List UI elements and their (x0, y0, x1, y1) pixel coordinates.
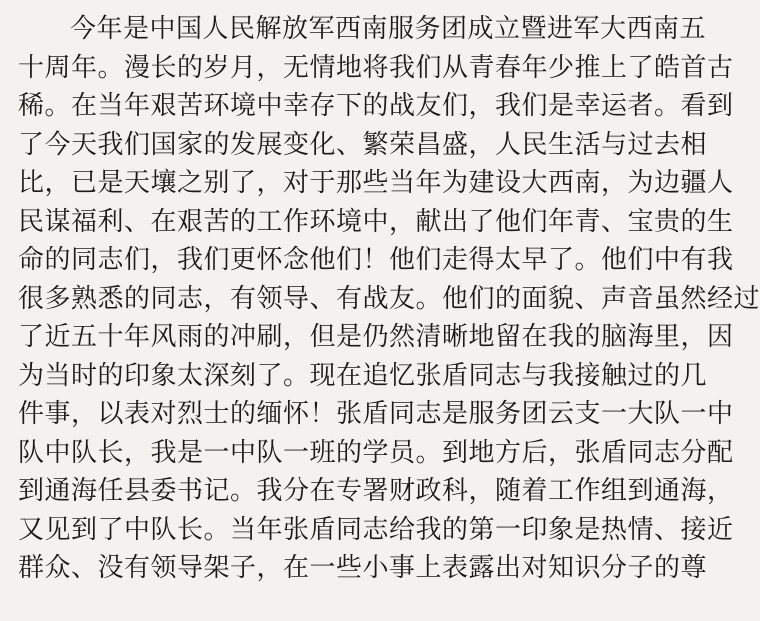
text-line-15: 群众、没有领导架子，在一些小事上表露出对知识分子的尊 (18, 553, 708, 583)
text-line-7: 命的同志们，我们更怀念他们！他们走得太早了。他们中有我 (18, 245, 734, 275)
text-line-11: 件事，以表对烈士的缅怀！张盾同志是服务团云支一大队一中 (18, 399, 734, 429)
text-line-12: 队中队长，我是一中队一班的学员。到地方后，张盾同志分配 (18, 437, 734, 468)
text-line-6: 民谋福利、在艰苦的工作环境中，献出了他们年青、宝贵的生 (18, 206, 734, 237)
text-line-3: 稀。在当年艰苦环境中幸存下的战友们，我们是幸运者。看到 (18, 91, 734, 121)
text-line-13: 到通海任县委书记。我分在专署财政科，随着工作组到通海， (18, 476, 734, 506)
text-line-4: 了今天我们国家的发展变化、繁荣昌盛，人民生活与过去相 (18, 129, 708, 160)
text-line-5: 比，已是天壤之别了，对于那些当年为建设大西南，为边疆人 (18, 168, 734, 198)
text-line-2: 十周年。漫长的岁月，无情地将我们从青春年少推上了皓首古 (18, 52, 734, 83)
text-line-9: 了近五十年风雨的冲刷，但是仍然清晰地留在我的脑海里，因 (18, 322, 734, 352)
text-line-1: 今年是中国人民解放军西南服务团成立暨进军大西南五 (70, 14, 707, 44)
text-line-14: 又见到了中队长。当年张盾同志给我的第一印象是热情、接近 (18, 514, 734, 545)
text-line-8: 很多熟悉的同志，有领导、有战友。他们的面貌、声音虽然经过 (18, 283, 760, 314)
text-line-10: 为当时的印象太深刻了。现在追忆张盾同志与我接触过的几 (18, 360, 708, 391)
